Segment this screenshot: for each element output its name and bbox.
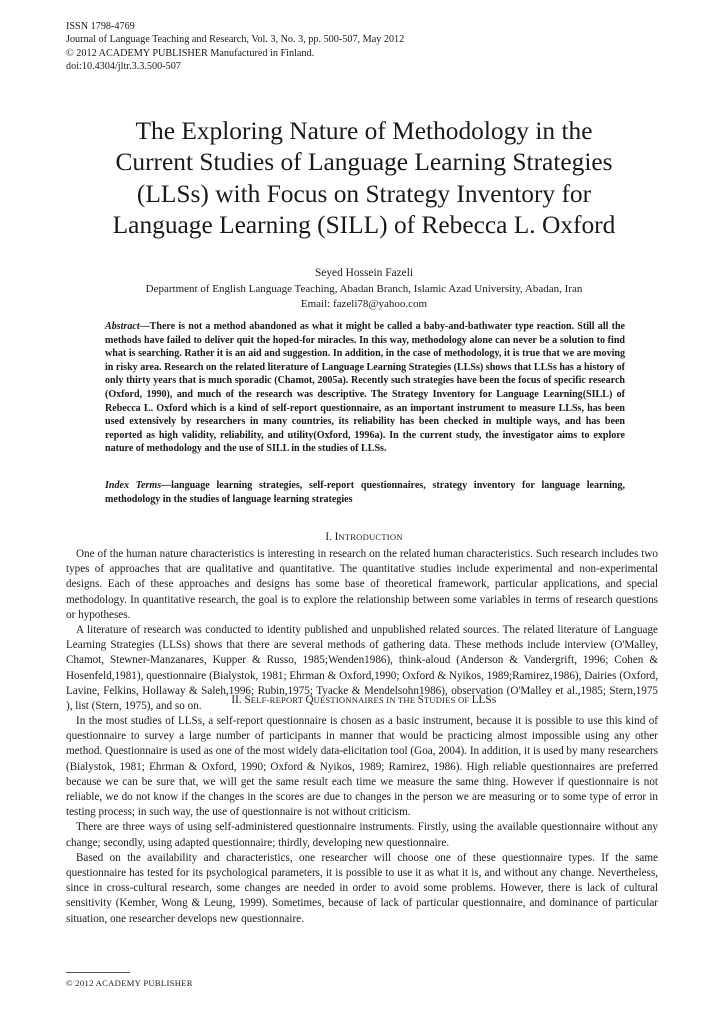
abstract-text: —There is not a method abandoned as what it might be called a baby-and-bathwater type reaction. Still all the methods have failed to deliver quit the hoped-for miracles. In this way, methodology alone can never be a solution to find what is searching. Rather it is an aid and suggestion. In addition, in the case of methodology, it is true that we are moving in risky area. Research on the related literature of Language Learning Strategies (LLSs) shows that LLSs has a history of only thirty years that is much sporadic (Chamot, 2005a). Recently such strategies have been the focus of specific research (Oxford, 1990), and much of the research was descriptive. The Strategy Inventory for Language Learning(SILL) of Rebecca L. Oxford which is a kind of self-report questionnaire, as an important instrument to measure LLSs, has been used extensively by researchers in many countries, its reliability has been checked in multiple ways, and has been reported as high validity, reliability, and utility(Oxford, 1996a). In the current study, the investigator aims to explore nature of methodology and the use of SILL in the studies of LLSs. xyxy=(105,321,625,455)
paragraph: One of the human nature characteristics is interesting in research on the related human characteristics. Such research includes two types of approaches that are qualitative and quantitative. The quantitative studies include experimental and non-experimental designs. Each of these approaches and designs has some base of theoretical framework, particular applications, and special methodology. In quantitative research, the goal is to explore the relationship between some variables in terms of research questions or hypotheses. xyxy=(66,548,658,621)
section-2-title-part: S xyxy=(491,695,497,705)
paragraph: Based on the availability and characteristics, one researcher will choose one of these questionnaire types. If the same questionnaire has tested for its psychological parameters, it is possible to use it as what it is, and without any change. Nevertheless, since in cross-cultural research, some changes are needed in order to avoid some problems. However, there is lack of cultural sensitivity (Kember, Wong & Leung, 1999). Sometimes, because of lack of particular questionnaire, and dominance of particular situation, one researcher develops new questionnaire. xyxy=(66,851,658,925)
section-2-number: II. S xyxy=(231,694,251,706)
journal-header xyxy=(66,20,404,73)
journal-citation: Journal of Language Teaching and Research, Vol. 3, No. 3, pp. 500-507, May 2012 xyxy=(66,34,405,46)
footer-divider xyxy=(66,972,130,973)
paragraph: A literature of research was conducted to identity published and unpublished related sources. The related literature of Language Learning Strategies (LLSs) shows that there are several methods of gathering data. These methods include interview (O'Malley, Chamot, Stewner-Manzanares, Kupper & Russo, 1985;Wenden1986), think-aloud (Anderson & Vandergrift, 1996; Cohen & Hosenfeld,1981), questionnaire (Bialystok, 1981; Ehrman & Oxford,1990; Oxford & Nyikos, 1989;Ramirez,1986), Dairies (Oxford, Lavine, Felkins, Hollaway & Saleh,1996; Rubin,1975; Tyacke & Mendelsohn1986), observation (O'Malley et al.,1985; Stern,1975 ), list (Stern, 1975), and so on. xyxy=(66,624,658,713)
section-heading-introduction xyxy=(0,530,728,545)
section-2-body xyxy=(66,714,658,927)
title-line-1: The Exploring Nature of Methodology in the xyxy=(135,117,593,145)
section-2-title-part: TUDIES OF xyxy=(423,695,472,705)
publisher-copyright: © 2012 ACADEMY PUBLISHER Manufactured in Finland. xyxy=(66,47,315,59)
paragraph: In the most studies of LLSs, a self-report questionnaire is chosen as a basic instrument, because it is possible to use this kind of questionnaire to survey a large number of participants in manner that would be practicing almost impossible using any other method. Questionnaire is used as one of the most widely data-elicitation tool (Goa, 2004). In addition, it is used by many researchers (Bialystok, 1981; Ehrman & Oxford, 1990; Oxford & Nyikos, 1989; Ramirez, 1986). High reliable questionnaires are preferred because we can be sure that, we will get the same result each time we measure the same thing. However if questionnaire is not reliable, we do not know if the changes in the scores are due to changes in the person we are measuring or to some type of error in testing process; in such way, the use of questionnaire is not without criticism. xyxy=(66,715,658,819)
author-affiliation: Department of English Language Teaching, Abadan Branch, Islamic Azad University, Abadan, Iran xyxy=(145,283,583,295)
abstract-label: Abstract xyxy=(105,321,140,332)
paper-title xyxy=(40,116,688,241)
section-2-title-part: LLS xyxy=(471,694,492,706)
paragraph: There are three ways of using self-administered questionnaire instruments. Firstly, using the available questionnaire without any change; secondly, using adapted questionnaire; thirdly, developing new questionnaire. xyxy=(66,821,658,849)
author-name: Seyed Hossein Fazeli xyxy=(314,267,414,279)
section-1-body xyxy=(66,547,658,714)
title-line-2: Current Studies of Language Learning Strategies xyxy=(115,148,613,177)
section-1-title: NTRODUCTION xyxy=(338,532,403,542)
index-terms-text: —language learning strategies, self-report questionnaires, strategy inventory for language learning, methodology in the studies of language learning strategies xyxy=(105,480,625,505)
title-line-4: Language Learning (SILL) of Rebecca L. Oxford xyxy=(112,210,616,239)
abstract xyxy=(105,320,625,456)
author-affiliation-block xyxy=(0,282,728,312)
title-line-3: (LLSs) with Focus on Strategy Inventory for xyxy=(136,179,592,208)
issn: ISSN 1798-4769 xyxy=(66,21,135,32)
section-heading-self-report xyxy=(0,693,728,708)
section-2-title-part: UESTIONNAIRES IN THE xyxy=(313,695,418,705)
section-2-title-part: S xyxy=(417,694,424,706)
section-2-title-part: Q xyxy=(305,694,314,706)
section-2-title-part: ELF-REPORT xyxy=(250,695,306,705)
index-terms xyxy=(105,479,625,506)
footer-copyright: © 2012 ACADEMY PUBLISHER xyxy=(66,978,193,988)
index-terms-label: Index Terms xyxy=(105,480,162,491)
author-email: Email: fazeli78@yahoo.com xyxy=(300,298,428,310)
section-1-number: I. I xyxy=(325,531,339,543)
doi: doi:10.4304/jltr.3.3.500-507 xyxy=(66,60,181,72)
